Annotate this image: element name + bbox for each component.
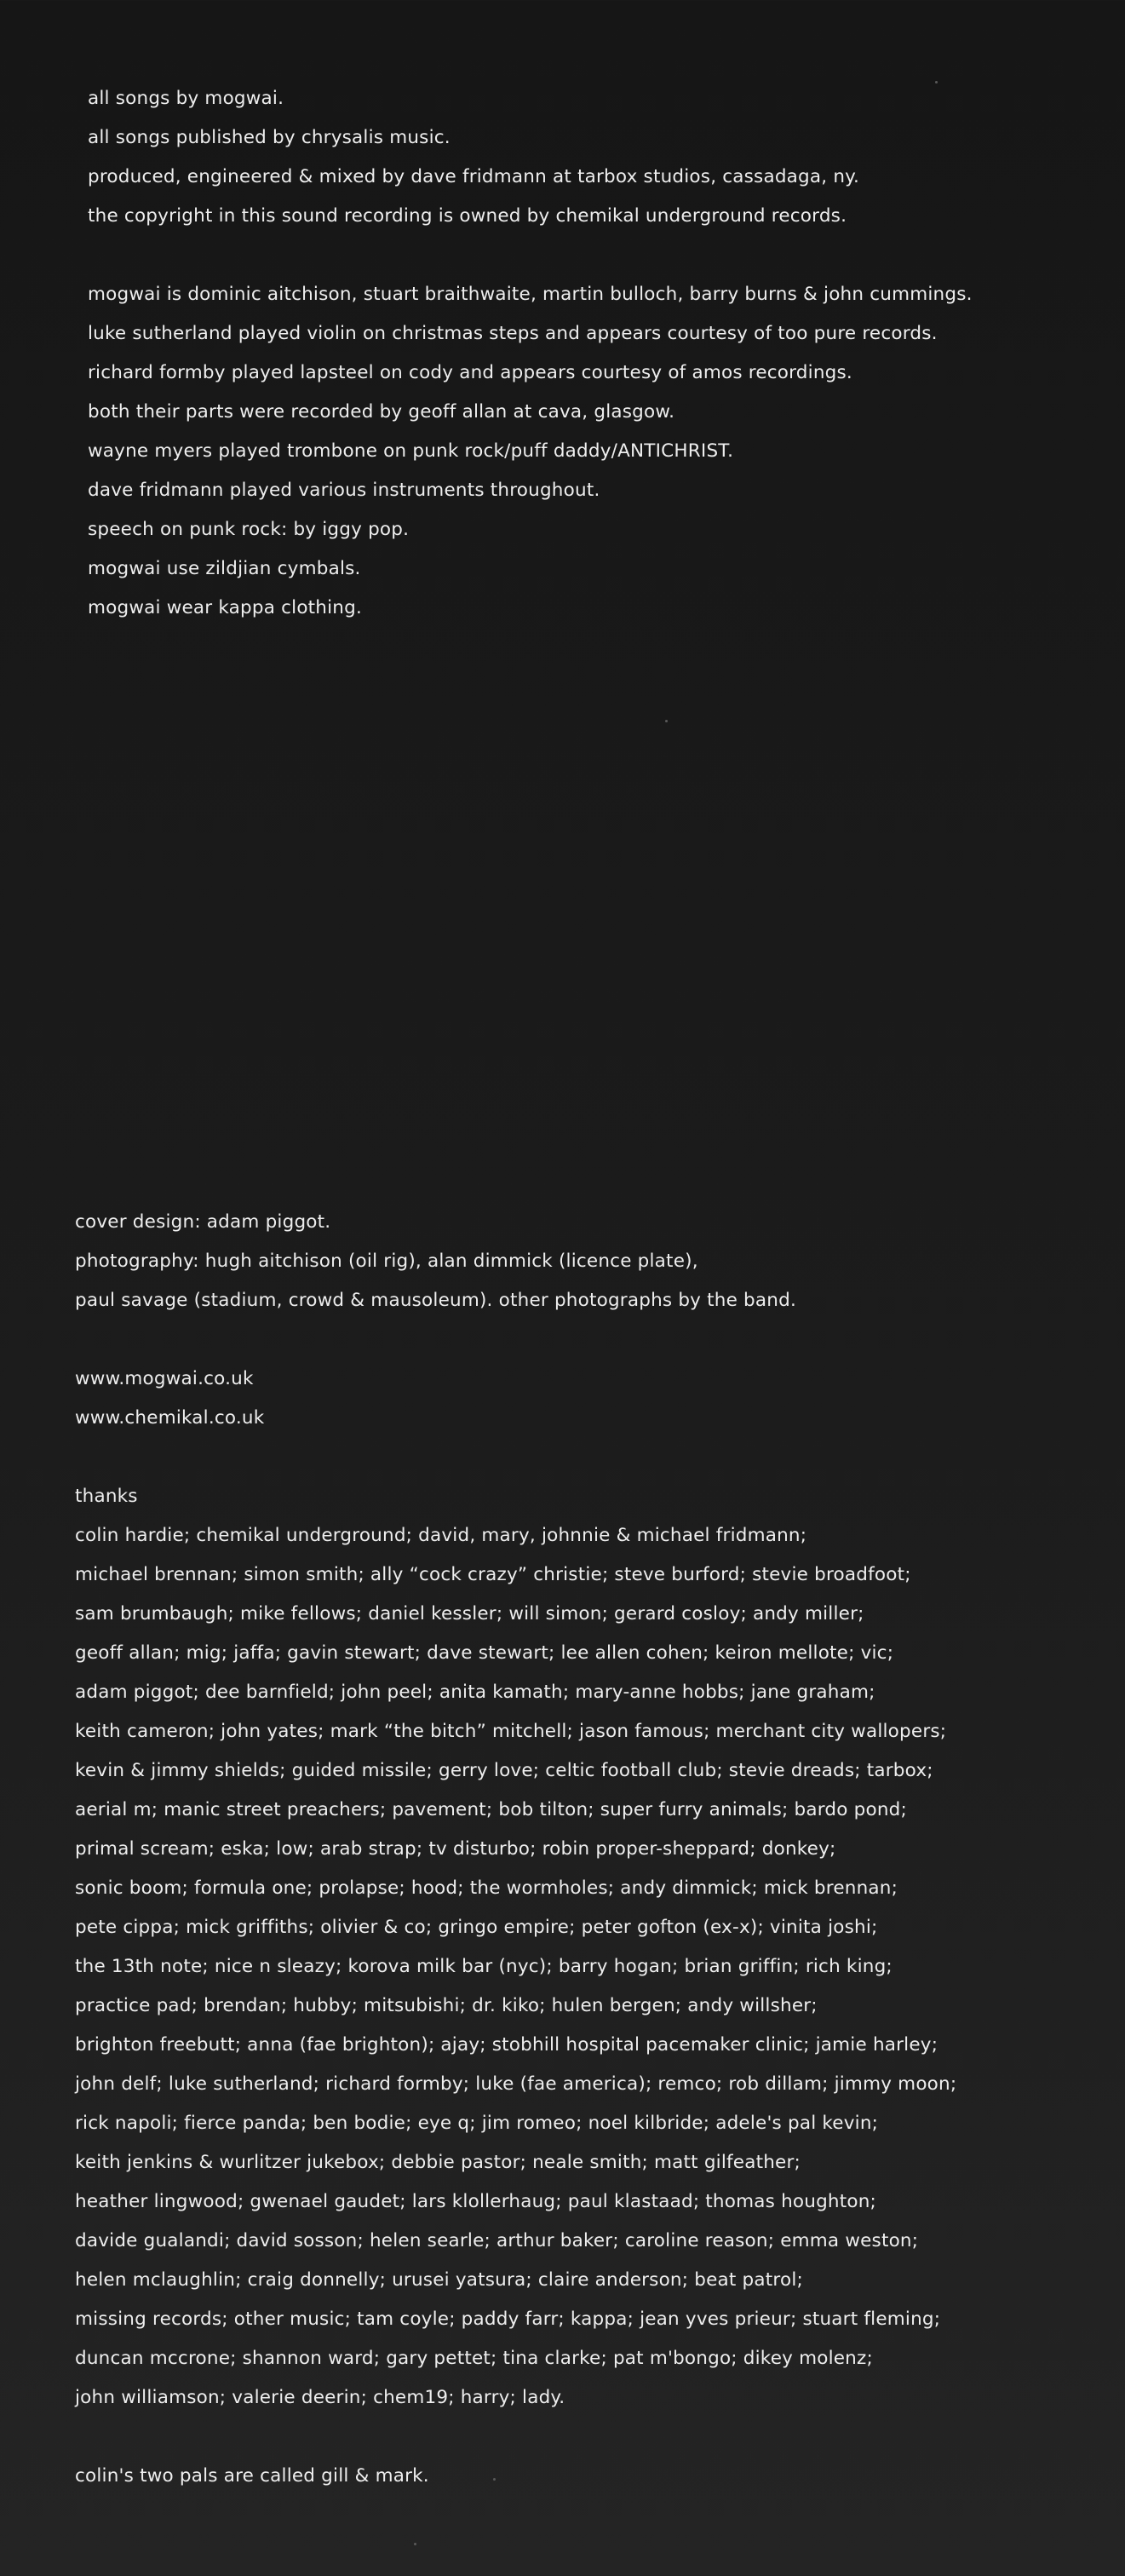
thanks-line: brighton freebutt; anna (fae brighton); ajay; stobhill hospital pacemaker clinic; jamie harley;: [75, 2034, 938, 2056]
design-line: photography: hugh aitchison (oil rig), alan dimmick (licence plate),: [75, 1251, 698, 1272]
thanks-line: duncan mccrone; shannon ward; gary pettet; tina clarke; pat m'bongo; dikey molenz;: [75, 2348, 873, 2369]
thanks-line: the 13th note; nice n sleazy; korova milk bar (nyc); barry hogan; brian griffin; rich king;: [75, 1956, 893, 1977]
design-line: cover design: adam piggot.: [75, 1211, 331, 1233]
credit-line: all songs published by chrysalis music.: [88, 127, 451, 148]
credits-bottom-block: [75, 1203, 1125, 2496]
personnel-line: speech on punk rock: by iggy pop.: [88, 519, 410, 540]
credits-top-block: [88, 79, 1125, 628]
closing-note: colin's two pals are called gill & mark.: [75, 2465, 429, 2487]
thanks-line: sam brumbaugh; mike fellows; daniel kessler; will simon; gerard cosloy; andy miller;: [75, 1603, 864, 1624]
credit-line: the copyright in this sound recording is owned by chemikal underground records.: [88, 205, 847, 227]
thanks-line: heather lingwood; gwenael gaudet; lars klollerhaug; paul klastaad; thomas houghton;: [75, 2191, 877, 2212]
personnel-line: wayne myers played trombone on punk rock/puff daddy/ANTICHRIST.: [88, 440, 734, 462]
thanks-line: pete cippa; mick griffiths; olivier & co; gringo empire; peter gofton (ex-x); vinita joshi;: [75, 1917, 878, 1938]
credit-line: produced, engineered & mixed by dave fridmann at tarbox studios, cassadaga, ny.: [88, 166, 860, 187]
personnel-line: luke sutherland played violin on christmas steps and appears courtesy of too pure records.: [88, 323, 938, 344]
dust-speck: [665, 720, 668, 722]
personnel-line: mogwai wear kappa clothing.: [88, 597, 363, 618]
thanks-line: keith jenkins & wurlitzer jukebox; debbie pastor; neale smith; matt gilfeather;: [75, 2152, 801, 2173]
websites: [75, 1360, 1125, 1438]
thanks-line: practice pad; brendan; hubby; mitsubishi; dr. kiko; hulen bergen; andy willsher;: [75, 1995, 818, 2016]
thanks-heading: thanks: [75, 1486, 138, 1507]
thanks-line: colin hardie; chemikal underground; david, mary, johnnie & michael fridmann;: [75, 1525, 807, 1546]
dust-speck: [493, 2478, 496, 2481]
personnel-line: both their parts were recorded by geoff allan at cava, glasgow.: [88, 401, 675, 423]
personnel-line: richard formby played lapsteel on cody and appears courtesy of amos recordings.: [88, 362, 852, 383]
website-chemikal: www.chemikal.co.uk: [75, 1407, 265, 1429]
credit-line: all songs by mogwai.: [88, 88, 284, 109]
thanks-line: aerial m; manic street preachers; pavement; bob tilton; super furry animals; bardo pond;: [75, 1799, 907, 1820]
thanks-line: kevin & jimmy shields; guided missile; gerry love; celtic football club; stevie dreads; tarbox;: [75, 1760, 933, 1781]
personnel-line: mogwai is dominic aitchison, stuart braithwaite, martin bulloch, barry burns & john cummings.: [88, 284, 973, 305]
thanks-line: missing records; other music; tam coyle; paddy farr; kappa; jean yves prieur; stuart fleming;: [75, 2309, 941, 2330]
thanks-line: geoff allan; mig; jaffa; gavin stewart; dave stewart; lee allen cohen; keiron mellote; vic;: [75, 1642, 894, 1664]
personnel-credits: [88, 275, 1125, 628]
thanks-line: rick napoli; fierce panda; ben bodie; eye q; jim romeo; noel kilbride; adele's pal kevin;: [75, 2113, 879, 2134]
design-line: paul savage (stadium, crowd & mausoleum). other photographs by the band.: [75, 1290, 796, 1311]
personnel-line: dave fridmann played various instruments throughout.: [88, 480, 600, 501]
website-mogwai: www.mogwai.co.uk: [75, 1368, 254, 1389]
thanks-section: [75, 1477, 1125, 2418]
dust-speck: [935, 81, 938, 83]
thanks-line: john delf; luke sutherland; richard formby; luke (fae america); remco; rob dillam; jimmy moon;: [75, 2073, 957, 2095]
personnel-line: mogwai use zildjian cymbals.: [88, 558, 361, 579]
thanks-line: michael brennan; simon smith; ally “cock crazy” christie; steve burford; stevie broadfoot;: [75, 1564, 911, 1585]
thanks-line: adam piggot; dee barnfield; john peel; anita kamath; mary-anne hobbs; jane graham;: [75, 1682, 875, 1703]
thanks-line: primal scream; eska; low; arab strap; tv disturbo; robin proper-sheppard; donkey;: [75, 1838, 836, 1860]
thanks-line: helen mclaughlin; craig donnelly; urusei yatsura; claire anderson; beat patrol;: [75, 2269, 803, 2291]
dust-speck: [414, 2543, 416, 2545]
thanks-line: john williamson; valerie deerin; chem19; harry; lady.: [75, 2387, 565, 2408]
thanks-line: keith cameron; john yates; mark “the bitch” mitchell; jason famous; merchant city wallopers;: [75, 1721, 947, 1742]
production-credits: [88, 79, 1125, 236]
thanks-line: sonic boom; formula one; prolapse; hood; the wormholes; andy dimmick; mick brennan;: [75, 1877, 898, 1899]
design-credits: [75, 1203, 1125, 1320]
thanks-line: davide gualandi; david sosson; helen searle; arthur baker; caroline reason; emma weston;: [75, 2230, 919, 2251]
